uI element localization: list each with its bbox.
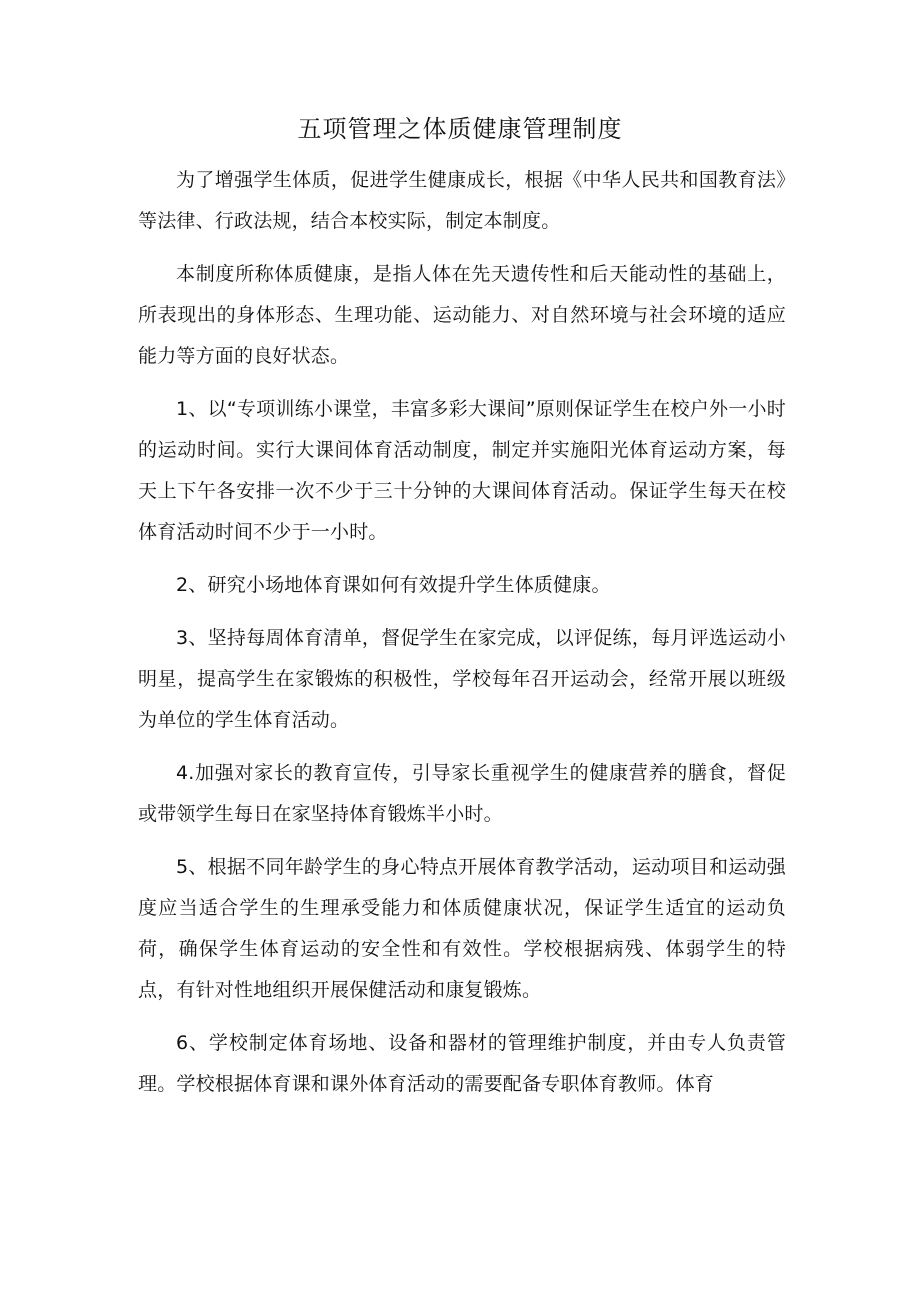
paragraph-item-4: 4.加强对家长的教育宣传，引导家长重视学生的健康营养的膳食，督促或带领学生每日在家坚持体育锻炼半小时。 bbox=[138, 762, 786, 825]
paragraph-item-1: 1、以“专项训练小课堂，丰富多彩大课间”原则保证学生在校户外一小时的运动时间。实行大课间体育活动制度，制定并实施阳光体育运动方案，每天上下午各安排一次不少于三十分钟的大课间体育活动。保证学生每天在校体育活动时间不少于一小时。 bbox=[138, 398, 786, 543]
paragraph-item-6: 6、学校制定体育场地、设备和器材的管理维护制度，并由专人负责管理。学校根据体育课和课外体育活动的需要配备专职体育教师。体育 bbox=[138, 1032, 786, 1095]
document-body bbox=[138, 160, 786, 1117]
document-title: 五项管理之体质健康管理制度 bbox=[297, 115, 623, 143]
paragraph-intro: 为了增强学生体质，促进学生健康成长，根据《中华人民共和国教育法》等法律、行政法规，结合本校实际，制定本制度。 bbox=[138, 169, 786, 232]
paragraph-item-3: 3、坚持每周体育清单，督促学生在家完成，以评促练，每月评选运动小明星，提高学生在家锻炼的积极性，学校每年召开运动会，经常开展以班级为单位的学生体育活动。 bbox=[138, 627, 786, 731]
paragraph-item-5: 5、根据不同年龄学生的身心特点开展体育教学活动，运动项目和运动强度应当适合学生的生理承受能力和体质健康状况，保证学生适宜的运动负荷，确保学生体育运动的安全性和有效性。学校根据病残、体弱学生的特点，有针对性地组织开展保健活动和康复锻炼。 bbox=[138, 856, 786, 1001]
paragraph-definition: 本制度所称体质健康，是指人体在先天遗传性和后天能动性的基础上，所表现出的身体形态、生理功能、运动能力、对自然环境与社会环境的适应能力等方面的良好状态。 bbox=[138, 263, 786, 367]
paragraph-item-2: 2、研究小场地体育课如何有效提升学生体质健康。 bbox=[176, 574, 611, 596]
